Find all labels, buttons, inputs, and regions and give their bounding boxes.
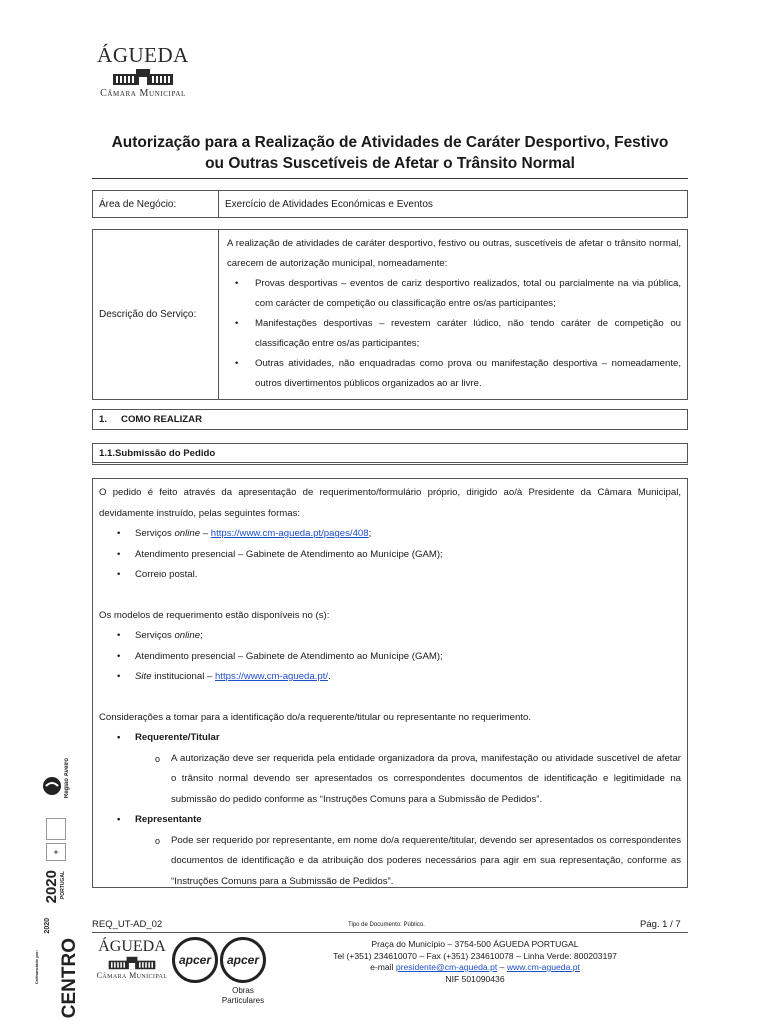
section-number: 1. [99,414,108,425]
representante-list [99,810,681,831]
description-list [227,274,681,394]
title-line-2: ou Outras Suscetíveis de Afetar o Trânsito Normal [205,155,575,172]
list-item: • Atendimento presencial – Gabinete de Atendimento ao Munícipe (GAM); [99,545,681,566]
portugal-label: PORTUGAL [60,871,66,900]
models-online-prefix: Serviços [135,630,175,641]
site-mid: institucional – [151,671,216,682]
obras-particulares-label [220,986,266,1006]
footer-address: Praça do Município – 3754-500 ÁGUEDA PORTUGAL [371,939,579,949]
apcer-iso9001-seal [172,937,218,983]
requerente-text: o A autorização deve ser requerida pela entidade organizadora da prova, manifestação ou atividade suscetível de afetar o trânsito normal devendo ser apresentados os correspondentes documentos de identificação e legitimidade na submissão do pedido conforme as “Instruções Comuns para a Submissão de Pedidos”. [99,749,681,811]
subsection-heading-submissao [92,443,688,465]
footer-logo-city: ÁGUEDA [98,938,166,955]
page-number: Pág. 1 / 7 [640,919,681,930]
business-area-label: Área de Negócio: [93,191,219,217]
centro-year: 2020 [44,918,51,934]
online-dash: – [200,528,211,539]
list-item [99,626,681,647]
online-suffix: ; [368,528,372,539]
list-item: • Correio postal. [99,565,681,586]
footer-nif: NIF 501090436 [445,973,505,984]
regiao-word: Região [64,778,70,799]
online-services-link[interactable]: https://www.cm-agueda.pt/pages/408 [210,528,369,539]
requerente-heading: • Requerente/Titular [99,728,681,749]
eu-flag-icon: ✦ [46,843,66,861]
logo-city: ÁGUEDA [97,43,189,67]
models-intro: Os modelos de requerimento estão disponíveis no (s): [99,609,330,621]
models-online-word: online [174,630,201,641]
footer-town-hall-icon [106,956,158,970]
footer-email-line [310,962,640,974]
business-area-value: Exercício de Atividades Económicas e Eventos [225,198,433,210]
description-intro: A realização de atividades de caráter desportivo, festivo ou outras, suscetíveis de afetar o trânsito normal, carecem de autorização municipal, nomeadamente: [227,238,681,269]
document-code: REQ_UT-AD_02 [92,919,163,930]
footer-divider [92,932,688,933]
representante-sublist [99,831,681,893]
page-title [92,132,688,174]
title-line-1: Autorização para a Realização de Atividades de Caráter Desportivo, Festivo [111,134,669,151]
online-word: online [174,528,201,539]
models-list [99,626,681,688]
section-title: COMO REALIZAR [121,414,203,425]
cofinanced-label: Cofinanciado por: [34,950,39,985]
service-description-text [219,230,687,399]
centro-label: CENTRO [59,938,80,1019]
portugal-2020-text [44,870,60,903]
footer-phones: Tel (+351) 234610070 – Fax (+351) 234610078 – Linha Verde: 800203197 [333,950,617,961]
portugal-word [60,871,66,899]
list-item: • Outras atividades, não enquadradas como prova ou manifestação desportiva – nomeadamente, outros divertimentos públicos organizados ao ar livre. [227,354,681,394]
representante-heading: • Representante [99,810,681,831]
email-dash: – [497,962,507,972]
requerente-sublist [99,749,681,811]
regiao-aveiro-icon [42,758,62,798]
list-item: • Atendimento presencial – Gabinete de Atendimento ao Munícipe (GAM); [99,647,681,668]
email-link[interactable]: presidente@cm-agueda.pt [395,962,498,972]
list-item: • Provas desportivas – eventos de cariz desportivo realizados, total ou parcialmente na via pública, com carácter de competição ou classificação entre os/as participantes; [227,274,681,314]
considerations-list [99,728,681,749]
considerations-intro: Considerações a tomar para a identificação do/a requerente/titular ou representante no requerimento. [99,711,531,723]
cofinanced-note [34,950,39,984]
site-word: Site [135,671,152,682]
obras-line-2: Particulares [221,996,265,1005]
town-hall-icon [112,68,174,86]
footer-agueda-logo [93,938,171,980]
representante-text: o Pode ser requerido por representante, em nome do/a requerente/titular, devendo ser apresentados os correspondentes documentos de identificação e da atribuição dos poderes necessários para agir em sua representação, conforme as “Instruções Comuns para a Submissão de Pedidos”. [99,831,681,893]
seal-1-text: apcer [178,953,212,967]
online-prefix: Serviços [135,528,175,539]
business-area-row [92,190,688,218]
section-heading-como-realizar [92,409,688,430]
union-logo [46,818,66,840]
document-type: Tipo de Documento: Público. [348,922,425,928]
service-description-label: Descrição do Serviço: [93,230,219,399]
site-link[interactable]: https://www.cm-agueda.pt/ [215,671,329,682]
submission-content [92,478,688,888]
centro-2020-small [44,918,51,934]
list-item [99,524,681,545]
subsection-title: 1.1.Submissão do Pedido [99,447,216,459]
site-suffix: . [328,671,331,682]
seal-2-text: apcer [226,953,260,967]
footer-contact [310,939,640,985]
agueda-logo [93,44,193,99]
apcer-iso27001-seal [220,937,266,983]
models-online-suffix: ; [200,630,203,641]
regiao-aveiro-logo [42,758,71,798]
logo-council: Câmara Municipal [100,88,186,99]
title-divider [92,178,688,179]
submission-ways-list [99,524,681,586]
portugal-2020-logo [44,870,60,903]
footer-logo-council: Câmara Municipal [96,971,168,980]
website-link[interactable]: www.cm-agueda.pt [506,962,580,972]
list-item [99,667,681,688]
email-prefix: e-mail [370,962,396,972]
portugal-2020-number: 2020 [43,870,60,904]
list-item: • Manifestações desportivas – revestem caráter lúdico, não tendo caráter de competição ou classificação entre os/as participantes; [227,314,681,354]
service-description-row [92,229,688,400]
centro-2020-logo [60,938,79,1018]
obras-line-1: Obras [232,986,254,995]
submission-intro: O pedido é feito através da apresentação de requerimento/formulário próprio, dirigido ao/à Presidente da Câmara Municipal, devidamente instruído, pelas seguintes formas: [99,487,681,519]
aveiro-word: Aveiro [64,758,70,777]
